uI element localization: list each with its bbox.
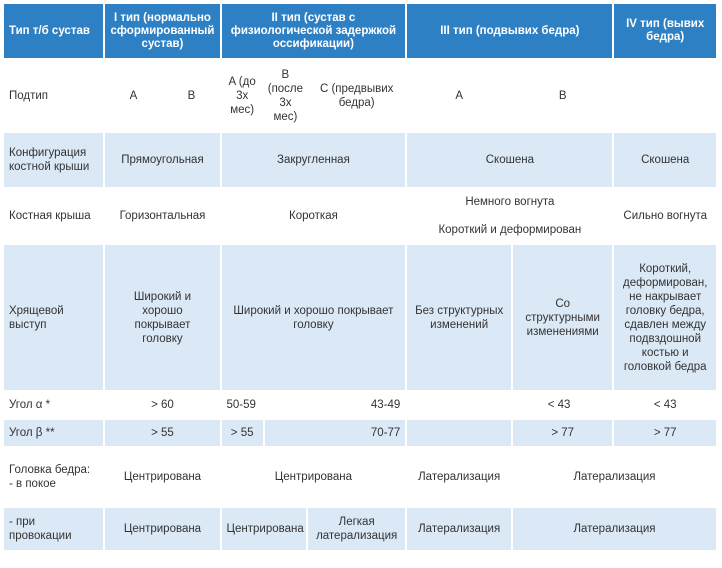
row-label: Подтип [4,60,103,131]
roof-config-iii: Скошена [407,133,612,187]
roof-config-ii: Закругленная [222,133,406,187]
table-row-cartilage [4,245,716,390]
beta-iv: > 77 [614,420,716,446]
alpha-i: > 60 [105,392,219,418]
head-rest-i: Центрирована [105,448,219,506]
table-row-subtype [4,60,716,131]
beta-iii-b: > 77 [513,420,612,446]
bony-roof-iii-top: Немного вогнута [465,196,555,208]
subtype-ii-c: C (предвывих бедра) [308,60,405,131]
graf-classification-table [2,2,718,552]
table-row-bony-roof [4,189,716,243]
beta-iii-a [407,420,511,446]
header-type-i: I тип (нормально сформированный сустав) [105,4,219,58]
cartilage-iii-b: Со структурными изменениями [513,245,612,390]
row-label [4,448,103,506]
subtype-iii-a: A [407,60,511,131]
subtype-i-b: B [163,60,219,131]
head-provoke-iv: Латерализация [513,508,716,550]
head-provoke-i: Центрирована [105,508,219,550]
row-label: Хрящевой выступ [4,245,103,390]
head-rest-ii: Центрирована [222,448,406,506]
bony-roof-iii-bottom: Короткий и деформирован [438,224,582,236]
beta-ii-a: > 55 [222,420,263,446]
subtype-i-a: A [105,60,161,131]
bony-roof-ii: Короткая [222,189,406,243]
subtype-iv [614,60,716,131]
alpha-iv: < 43 [614,392,716,418]
head-provoke-iii: Латерализация [407,508,511,550]
roof-config-i: Прямоугольная [105,133,219,187]
table-row-head-provoke [4,508,716,550]
head-rest-iv: Латерализация [513,448,716,506]
row-label: Угол β ** [4,420,103,446]
bony-roof-iii [407,189,612,243]
head-provoke-ii-ab: Центрирована [222,508,307,550]
header-type-iv: IV тип (вывих бедра) [614,4,716,58]
header-type: Тип т/б сустав [4,4,103,58]
table-row-roof-config [4,133,716,187]
roof-config-iv: Скошена [614,133,716,187]
row-label: Конфигурация костной крыши [4,133,103,187]
table-row-alpha [4,392,716,418]
subtype-ii-b: B (после 3х мес) [265,60,306,131]
alpha-iii: < 43 [407,392,612,418]
table-row-head-rest [4,448,716,506]
row-label: Угол α * [4,392,103,418]
subtype-iii-b: B [513,60,612,131]
cartilage-iv: Короткий, деформирован, не накрывает головку бедра, сдавлен между подвздошной костью и головкой бедра [614,245,716,390]
subtype-ii-a: A (до 3х мес) [222,60,263,131]
alpha-ii-right: 43-49 [370,399,401,411]
header-type-ii: II тип (сустав с физиологической задержкой оссификации) [222,4,406,58]
row-label: - при провокации [4,508,103,550]
head-provoke-ii-c: Легкая латерализация [308,508,405,550]
cartilage-ii: Широкий и хорошо покрывает головку [222,245,406,390]
bony-roof-iv: Сильно вогнута [614,189,716,243]
cartilage-iii-a: Без структурных изменений [407,245,511,390]
beta-ii-bc: 70-77 [265,420,406,446]
row-label-line1: Головка бедра: [9,464,91,476]
cartilage-i: Широкий и хорошо покрывает головку [105,245,219,390]
table-row-beta [4,420,716,446]
head-rest-iii: Латерализация [407,448,511,506]
row-label-line2: - в покое [9,478,56,490]
alpha-ii-left: 50-59 [226,399,256,411]
bony-roof-i: Горизонтальная [105,189,219,243]
header-type-iii: III тип (подвывих бедра) [407,4,612,58]
alpha-ii [222,392,406,418]
table-header-row [4,4,716,58]
beta-i: > 55 [105,420,219,446]
row-label: Костная крыша [4,189,103,243]
